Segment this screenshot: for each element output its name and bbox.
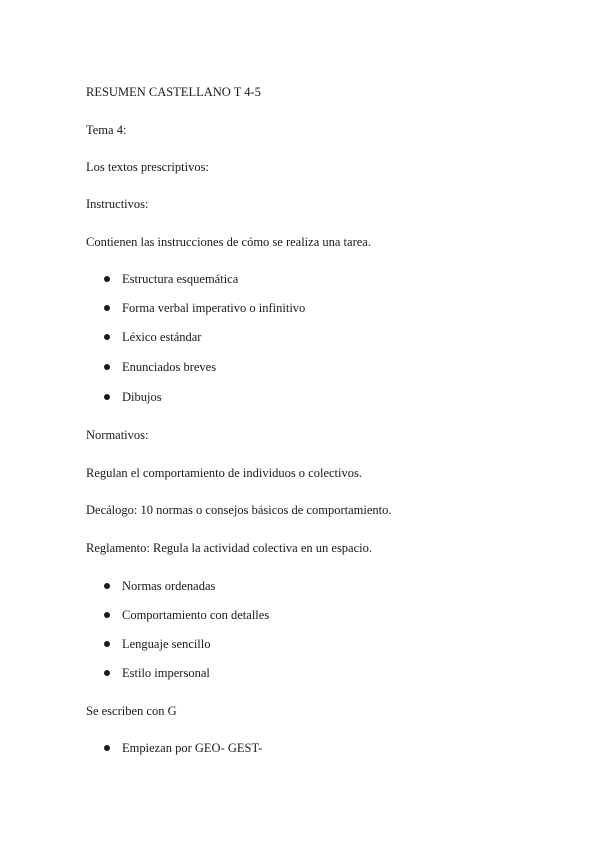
normative-heading: Normativos: bbox=[86, 428, 149, 442]
list-item: Lenguaje sencillo bbox=[122, 636, 211, 652]
instructive-heading: Instructivos: bbox=[86, 197, 149, 211]
bullet-icon bbox=[104, 583, 110, 589]
prescriptive-heading: Los textos prescriptivos: bbox=[86, 160, 209, 174]
regulation-line: Reglamento: Regula la actividad colectiva en un espacio. bbox=[86, 541, 373, 555]
list-item: Empiezan por GEO- GEST- bbox=[122, 740, 262, 756]
bullet-icon bbox=[104, 394, 110, 400]
list-item: Comportamiento con detalles bbox=[122, 607, 269, 623]
instructive-description: Contienen las instrucciones de cómo se realiza una tarea. bbox=[86, 235, 371, 249]
bullet-icon bbox=[104, 670, 110, 676]
bullet-icon bbox=[104, 745, 110, 751]
list-item: Forma verbal imperativo o infinitivo bbox=[122, 300, 305, 316]
list-item: Dibujos bbox=[122, 389, 162, 405]
list-item: Enunciados breves bbox=[122, 359, 216, 375]
g-heading: Se escriben con G bbox=[86, 704, 177, 718]
list-item: Normas ordenadas bbox=[122, 578, 215, 594]
bullet-icon bbox=[104, 334, 110, 340]
document-title: RESUMEN CASTELLANO T 4-5 bbox=[86, 85, 261, 99]
bullet-icon bbox=[104, 641, 110, 647]
bullet-icon bbox=[104, 305, 110, 311]
bullet-icon bbox=[104, 276, 110, 282]
normative-description: Regulan el comportamiento de individuos o colectivos. bbox=[86, 466, 362, 480]
decalogue-line: Decálogo: 10 normas o consejos básicos de comportamiento. bbox=[86, 503, 392, 517]
bullet-icon bbox=[104, 364, 110, 370]
list-item: Léxico estándar bbox=[122, 329, 201, 345]
bullet-icon bbox=[104, 612, 110, 618]
section-heading: Tema 4: bbox=[86, 123, 127, 137]
list-item: Estructura esquemática bbox=[122, 271, 238, 287]
list-item: Estilo impersonal bbox=[122, 665, 210, 681]
